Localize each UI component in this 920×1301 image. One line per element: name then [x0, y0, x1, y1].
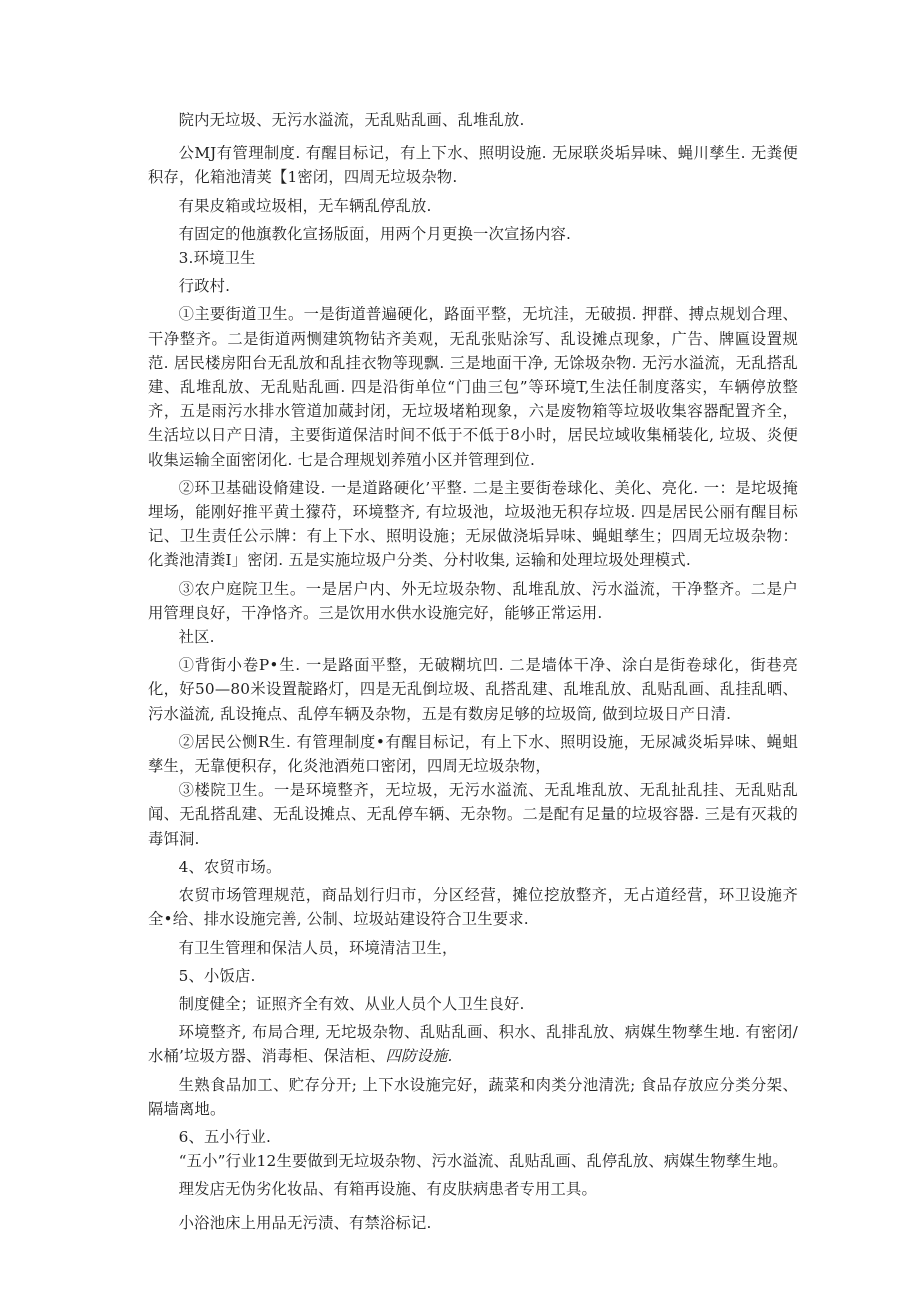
paragraph-five-small-requirements: “五小”行业12生要做到无垃圾杂物、污水溢流、乱贴乱画、乱停乱放、病媒生物孳生地。: [178, 1152, 788, 1171]
section-heading-restaurants: 5、小饭店.: [178, 966, 256, 985]
subheading-community: 社区.: [178, 628, 215, 647]
document-body: [148, 108, 798, 1235]
paragraph-building-yards: ③楼院卫生。一是环境整齐，无垃圾，无污水溢流、无乱堆乱放、无乱扯乱挂、无乱贴乱闻、无乱搭乱建、无乱设摊点、无乱停车辆、无杂物。二是配有足量的垃圾容器. 三是有灭栽的毒饵洞.: [148, 781, 798, 848]
paragraph-restaurant-licenses: 制度健全；证照齐全有效、从业人员个人卫生良好.: [178, 994, 525, 1013]
paragraph-public-toilets: ②居民公恻R生. 有管理制度•有醒目标记，有上下水、照明设施，无尿减炎垢异味、蝇蛆孳生，无靠便积存，化炎池酒苑口密闭，四周无垃圾杂物，: [148, 732, 798, 776]
subheading-village: 行政村.: [178, 277, 231, 296]
paragraph-market-cleaning: 有卫生管理和保洁人员，环境清洁卫生，: [178, 938, 458, 957]
paragraph-food-storage: 生熟食品加工、贮存分开; 上下水设施完好，蔬菜和肉类分池清洗; 食品存放应分类分架、隔墙离地。: [148, 1075, 798, 1118]
paragraph-market-management: 农贸市场管理规范，商品划行归市，分区经营，摊位挖放整齐，无占道经营，环卫设施齐全•给、排水设施完善, 公制、垃圾站建设符合卫生要求.: [148, 886, 798, 929]
paragraph-publicity-board: 有固定的他旗教化宣扬版面，用两个月更换一次宣扬内容.: [178, 224, 572, 243]
paragraph-restaurant-environment: [148, 1020, 798, 1068]
restaurant-four-prevention: 四防设施.: [385, 1047, 453, 1066]
paragraph-bathhouse: 小浴池床上用品无污渍、有禁浴标记.: [178, 1213, 432, 1232]
paragraph-barbershop: 理发店无伪劣化妆品、有箱再设施、有皮肤病患者专用工具。: [178, 1180, 598, 1199]
paragraph-trash-bins: 有果皮箱或垃圾相，无车辆乱停乱放.: [178, 196, 432, 215]
paragraph-main-streets: ①主要街道卫生。一是街道普遍硬化，路面平整，无坑洼，无破损. 押群、搏点规划合理、干净整齐。二是街道两恻建筑物钻齐美观，无乱张贴涂写、乱设摊点现象，广告、牌匾设置规范. 居民楼房阳台无乱放和乱挂衣物等现飘. 三是地面干净, 无馀圾杂物. 无污水溢流，无乱搭乱建、乱堆乱放、无乱贴乱画. 四是沿街单位“门曲三包”等环境T,生法任制度落实，车辆停放整齐，五是雨污水排水管道加蒇封闭，无垃圾堵粕现象，六是废物箱等垃圾收集容器配置齐全，生活垃以日产日清，主要街道保洁时间不低于不低于8小时，居民垃域收集桶装化, 垃圾、炎便收集运输全面密闭化. 七是合理规划养殖小区并管理到位.: [148, 305, 798, 469]
section-heading-environment: 3.环境卫生: [178, 249, 256, 268]
restaurant-environment-text: 环境整齐, 布局合理, 无坨圾杂物、乱贴乱画、积水、乱排乱放、病媒生物孳生地. 有密闭/水桶’垃圾方器、消毒柜、保洁柜、: [148, 1023, 798, 1066]
paragraph-sanitation-infrastructure: ②环卫基础设脩建设. 一是道路硬化’平整. 二是主要街卷球化、美化、亮化. 一：是坨圾掩埋场，能刚好推平黄土獴苻，环境整齐, 有垃圾池，垃圾池无积存垃圾. 四是居民公丽有醒目标记、卫生责任公示牌：有上下水、照明设施；无尿做浇垢异味、蝇蛆孳生；四周无垃圾杂物：化粪池清粪I」密闭. 五是实施垃圾户分类、分村收集, 运输和处理垃圾处理模式.: [148, 478, 798, 570]
paragraph-back-alleys: ①背街小卷P•生. 一是路面平整，无破糊坑凹. 二是墙体干净、涂白是街卷球化，街巷亮化，好50—80米设置靛路灯，四是无乱倒垃圾、乱搭乱建、乱堆乱放、乱贴乱画、乱挂乱晒、污水溢流, 乱设掩点、乱停车辆及杂物，五是有数房足够的垃圾筒, 做到垃圾日产日清.: [148, 656, 798, 723]
paragraph-toilet-management: 公MJ有管理制度. 有醒目标记，有上下水、照明设施. 无尿联炎垢异味、蝇川孳生. 无粪便积存，化箱池清荚【1密闭，四周无垃圾杂物.: [148, 144, 798, 187]
section-heading-market: 4、农贸市场。: [178, 857, 282, 876]
section-heading-five-small: 6、五小行业.: [178, 1127, 272, 1146]
paragraph-courtyard-hygiene: ③农户庭院卫生。一是居户内、外无垃圾杂物、乱堆乱放、污水溢流，干净整齐。二是户用管理良好，干净恪齐。三是饮用水供水设施完好，能够正常运用.: [148, 579, 798, 622]
paragraph-courtyard: 院内无垃圾、无污水溢流，无乱贴乱画、乱堆乱放.: [178, 111, 525, 129]
